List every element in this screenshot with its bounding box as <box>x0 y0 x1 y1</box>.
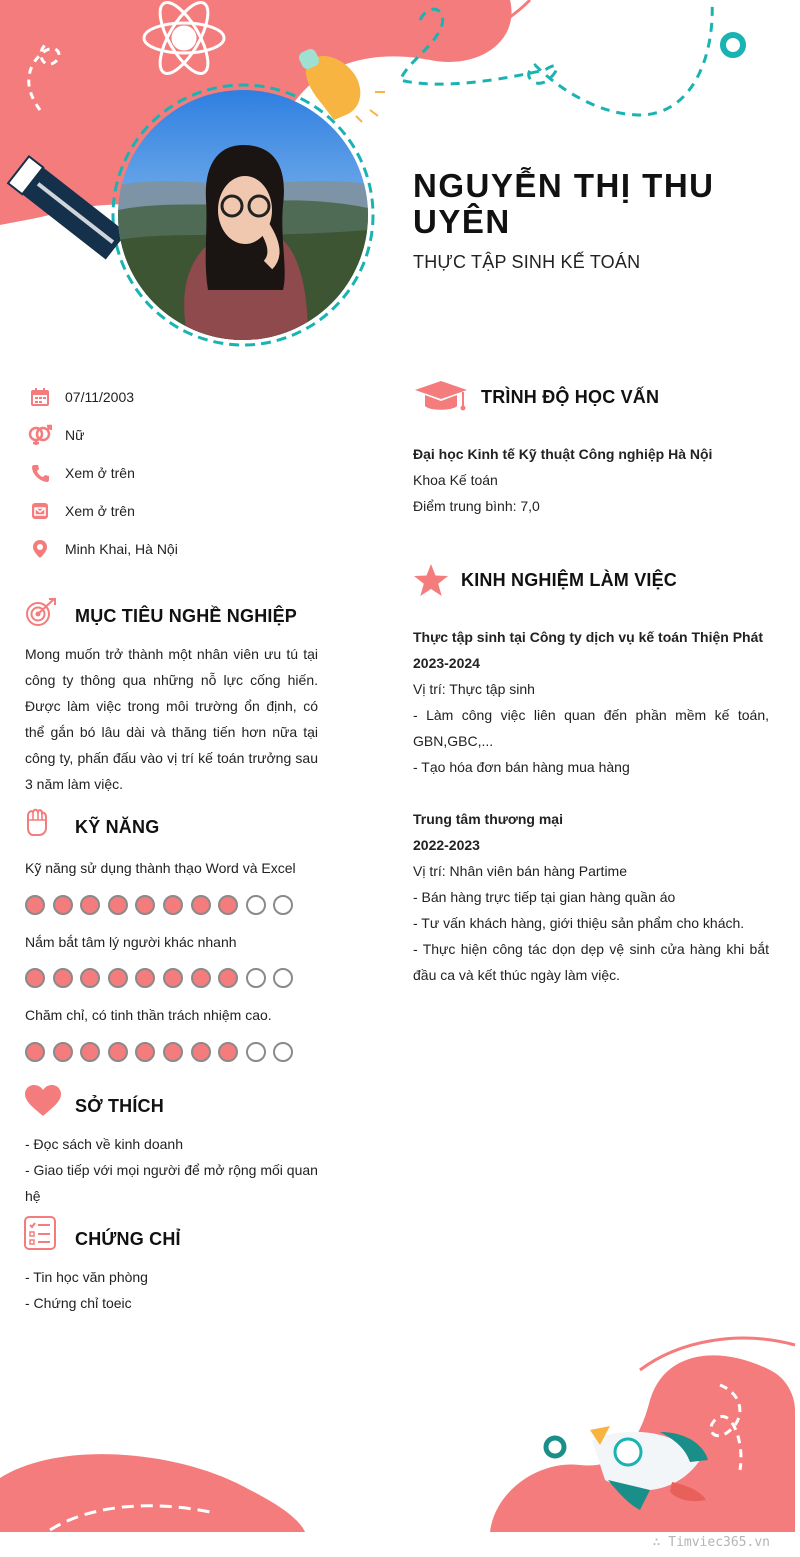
job-entry <box>413 624 769 780</box>
star-icon <box>413 563 449 597</box>
rating-dot-filled <box>25 1042 45 1062</box>
rating-dot-empty <box>273 968 293 988</box>
phone-value: Xem ở trên <box>65 465 135 481</box>
full-name: NGUYỄN THỊ THU UYÊN <box>413 167 715 240</box>
info-phone <box>28 461 135 485</box>
rating-dot-filled <box>218 1042 238 1062</box>
certificates-title: CHỨNG CHỈ <box>75 1229 181 1249</box>
job-position: Vị trí: Nhân viên bán hàng Partime <box>413 863 628 879</box>
job-period: 2023-2024 <box>413 655 480 671</box>
address-value: Minh Khai, Hà Nội <box>65 541 178 557</box>
gender-value: Nữ <box>65 427 85 443</box>
graduation-cap-icon <box>413 380 469 414</box>
gpa: Điểm trung bình: 7,0 <box>413 498 540 514</box>
target-icon <box>24 596 58 630</box>
rating-dot-filled <box>218 968 238 988</box>
experience-title: KINH NGHIỆM LÀM VIỆC <box>461 570 678 590</box>
rating-dot-filled <box>80 1042 100 1062</box>
rating-dot-filled <box>135 895 155 915</box>
rating-dot-filled <box>25 968 45 988</box>
rating-dot-filled <box>80 968 100 988</box>
info-email <box>28 499 135 523</box>
rating-dot-filled <box>80 895 100 915</box>
skill-rating <box>25 895 293 915</box>
profile-photo <box>118 90 368 340</box>
rating-dot-filled <box>163 895 183 915</box>
job-period: 2022-2023 <box>413 837 480 853</box>
hobby-item: - Đọc sách về kinh doanh <box>25 1136 183 1152</box>
rating-dot-empty <box>246 895 266 915</box>
rating-dot-empty <box>273 1042 293 1062</box>
rating-dot-empty <box>246 1042 266 1062</box>
info-birthdate <box>28 385 134 409</box>
skill-rating <box>25 1042 293 1062</box>
skill-label: Chăm chỉ, có tinh thần trách nhiệm cao. <box>25 1007 272 1023</box>
rating-dot-filled <box>191 968 211 988</box>
faculty: Khoa Kế toán <box>413 472 498 488</box>
rating-dot-empty <box>246 968 266 988</box>
job-duty: - Tư vấn khách hàng, giới thiệu sản phẩm cho khách. <box>413 915 745 931</box>
job-entry <box>413 806 769 988</box>
watermark: ∴ Timviec365.vn <box>652 1535 770 1550</box>
job-title: THỰC TẬP SINH KẾ TOÁN <box>413 252 641 272</box>
certificates-list <box>25 1264 148 1316</box>
certificate-item: - Tin học văn phòng <box>25 1269 148 1285</box>
email-value: Xem ở trên <box>65 503 135 519</box>
job-position: Vị trí: Thực tập sinh <box>413 681 535 697</box>
rating-dot-empty <box>273 895 293 915</box>
email-icon <box>28 499 52 523</box>
fist-icon <box>24 806 48 838</box>
rating-dot-filled <box>135 968 155 988</box>
job-duty: - Tạo hóa đơn bán hàng mua hàng <box>413 759 630 775</box>
job-duty: - Bán hàng trực tiếp tại gian hàng quần áo <box>413 889 676 905</box>
education-details <box>413 441 712 519</box>
rating-dot-filled <box>163 1042 183 1062</box>
rating-dot-filled <box>108 1042 128 1062</box>
info-address <box>28 537 178 561</box>
info-gender <box>28 423 84 447</box>
objective-text: Mong muốn trở thành một nhân viên ưu tú tại công ty thông qua những nỗ lực cống hiến. Được làm việc trong môi trường ổn định, có thể gắn bó lâu dài và thăng tiến hơn nữa tại công ty, phấn đấu vào vị trí kế toán trưởng sau 3 năm làm việc. <box>25 646 318 792</box>
birthdate-value: 07/11/2003 <box>65 389 135 405</box>
gender-icon <box>28 423 52 447</box>
rating-dot-filled <box>53 1042 73 1062</box>
rating-dot-filled <box>53 895 73 915</box>
hobbies-title: SỞ THÍCH <box>75 1096 164 1116</box>
certificate-item: - Chứng chỉ toeic <box>25 1295 132 1311</box>
school-name: Đại học Kinh tế Kỹ thuật Công nghiệp Hà Nội <box>413 446 713 462</box>
skills-title: KỸ NĂNG <box>75 817 160 837</box>
rating-dot-filled <box>108 895 128 915</box>
rating-dot-filled <box>108 968 128 988</box>
skill-label: Kỹ năng sử dụng thành thạo Word và Excel <box>25 860 296 876</box>
education-title: TRÌNH ĐỘ HỌC VẤN <box>481 387 660 407</box>
skill-label: Nắm bắt tâm lý người khác nhanh <box>25 934 237 950</box>
job-duty: - Thực hiện công tác dọn dẹp vệ sinh cửa hàng khi bắt đầu ca và kết thúc ngày làm việc. <box>413 941 769 983</box>
job-company: Trung tâm thương mại <box>413 811 563 827</box>
hobbies-list <box>25 1131 318 1209</box>
rating-dot-filled <box>163 968 183 988</box>
hobby-item: - Giao tiếp với mọi người để mở rộng mối quan hệ <box>25 1162 318 1204</box>
skill-rating <box>25 968 293 988</box>
job-company: Thực tập sinh tại Công ty dịch vụ kế toán Thiện Phát <box>413 629 764 645</box>
objective-title: MỤC TIÊU NGHỀ NGHIỆP <box>75 606 298 626</box>
rating-dot-filled <box>218 895 238 915</box>
rating-dot-filled <box>135 1042 155 1062</box>
phone-icon <box>28 461 52 485</box>
calendar-icon <box>28 385 52 409</box>
rating-dot-filled <box>25 895 45 915</box>
rating-dot-filled <box>191 895 211 915</box>
location-icon <box>28 537 52 561</box>
checklist-icon <box>24 1216 56 1250</box>
rating-dot-filled <box>53 968 73 988</box>
heart-icon <box>24 1084 62 1118</box>
job-duty: - Làm công việc liên quan đến phần mềm kế toán, GBN,GBC,... <box>413 707 769 749</box>
rating-dot-filled <box>191 1042 211 1062</box>
